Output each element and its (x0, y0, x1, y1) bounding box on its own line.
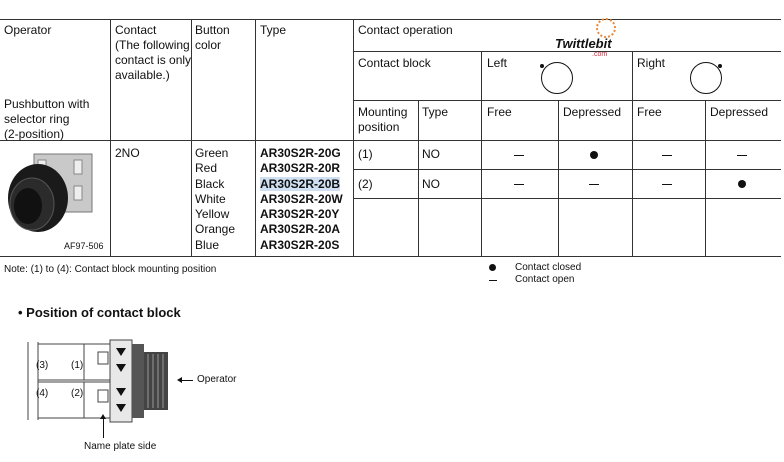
color-item: Green (195, 146, 229, 160)
selector-right-icon (690, 62, 722, 94)
header-button-color: Button color (195, 23, 230, 52)
color-list (195, 146, 235, 253)
contact-block-diagram (20, 336, 180, 426)
selector-left-icon (541, 62, 573, 94)
header-depressed-right: Depressed (710, 105, 769, 119)
row1-position: (1) (358, 147, 373, 161)
legend-open-icon (489, 280, 497, 281)
contact-open-icon (662, 155, 672, 156)
watermark-text: Twittlebit (555, 36, 612, 51)
model-item-selected[interactable]: AR30S2R-20B (260, 176, 341, 191)
nameplate-label: Name plate side (84, 441, 157, 452)
header-type-2: Type (422, 105, 449, 119)
legend-open: Contact open (515, 274, 575, 285)
diagram-label-3: (3) (36, 360, 49, 371)
header-type: Type (260, 23, 287, 37)
color-item: White (195, 191, 226, 206)
operator-arrow-icon (181, 380, 193, 381)
pushbutton-image (4, 148, 102, 240)
header-operator: Operator (4, 23, 52, 37)
legend-closed-icon (489, 264, 496, 271)
header-depressed-left: Depressed (563, 105, 622, 119)
diagram-label-2: (2) (71, 388, 84, 399)
operator-label: Operator (197, 374, 237, 385)
header-contact: Contact (The following contact is only available.) (115, 23, 192, 82)
operator-arrowhead-icon (177, 377, 182, 383)
note: Note: (1) to (4): Contact block mounting position (4, 264, 217, 275)
model-item: AR30S2R-20Y (260, 207, 340, 222)
header-contact-operation: Contact operation (358, 23, 453, 37)
model-list (260, 146, 343, 253)
nameplate-arrowhead-icon (100, 414, 106, 419)
header-free-right: Free (637, 105, 662, 119)
legend-closed: Contact closed (515, 262, 582, 273)
header-contact-block: Contact block (358, 56, 431, 70)
header-free-left: Free (487, 105, 512, 119)
contact-closed-icon (590, 151, 598, 159)
contact-value: 2NO (115, 146, 140, 160)
contact-open-icon (514, 184, 524, 185)
color-item: Orange (195, 222, 236, 237)
contact-open-icon (589, 184, 599, 185)
header-right: Right (637, 56, 666, 70)
color-item: Black (195, 176, 225, 191)
header-mounting-position: Mounting position (358, 105, 408, 134)
model-item: AR30S2R-20A (260, 222, 341, 237)
contact-closed-icon (738, 180, 746, 188)
model-item: AR30S2R-20S (260, 237, 340, 252)
section-title: • Position of contact block (18, 305, 181, 320)
diagram-label-4: (4) (36, 388, 49, 399)
contact-open-icon (737, 155, 747, 156)
model-item: AR30S2R-20R (260, 161, 341, 176)
model-item: AR30S2R-20W (260, 191, 343, 206)
row1-type: NO (422, 147, 440, 161)
operator-name: Pushbutton with selector ring (2-position) (4, 97, 90, 141)
model-item: AR30S2R-20G (260, 146, 341, 160)
watermark-sub: .com (592, 51, 608, 58)
color-item: Red (195, 161, 218, 176)
sun-logo-icon (596, 18, 616, 38)
header-left: Left (487, 56, 508, 70)
color-item: Blue (195, 237, 220, 252)
color-item: Yellow (195, 207, 230, 222)
contact-open-icon (662, 184, 672, 185)
row2-position: (2) (358, 177, 373, 191)
row2-type: NO (422, 177, 440, 191)
diagram-label-1: (1) (71, 360, 84, 371)
contact-open-icon (514, 155, 524, 156)
image-caption: AF97-506 (64, 241, 104, 251)
nameplate-arrow-icon (103, 418, 104, 438)
